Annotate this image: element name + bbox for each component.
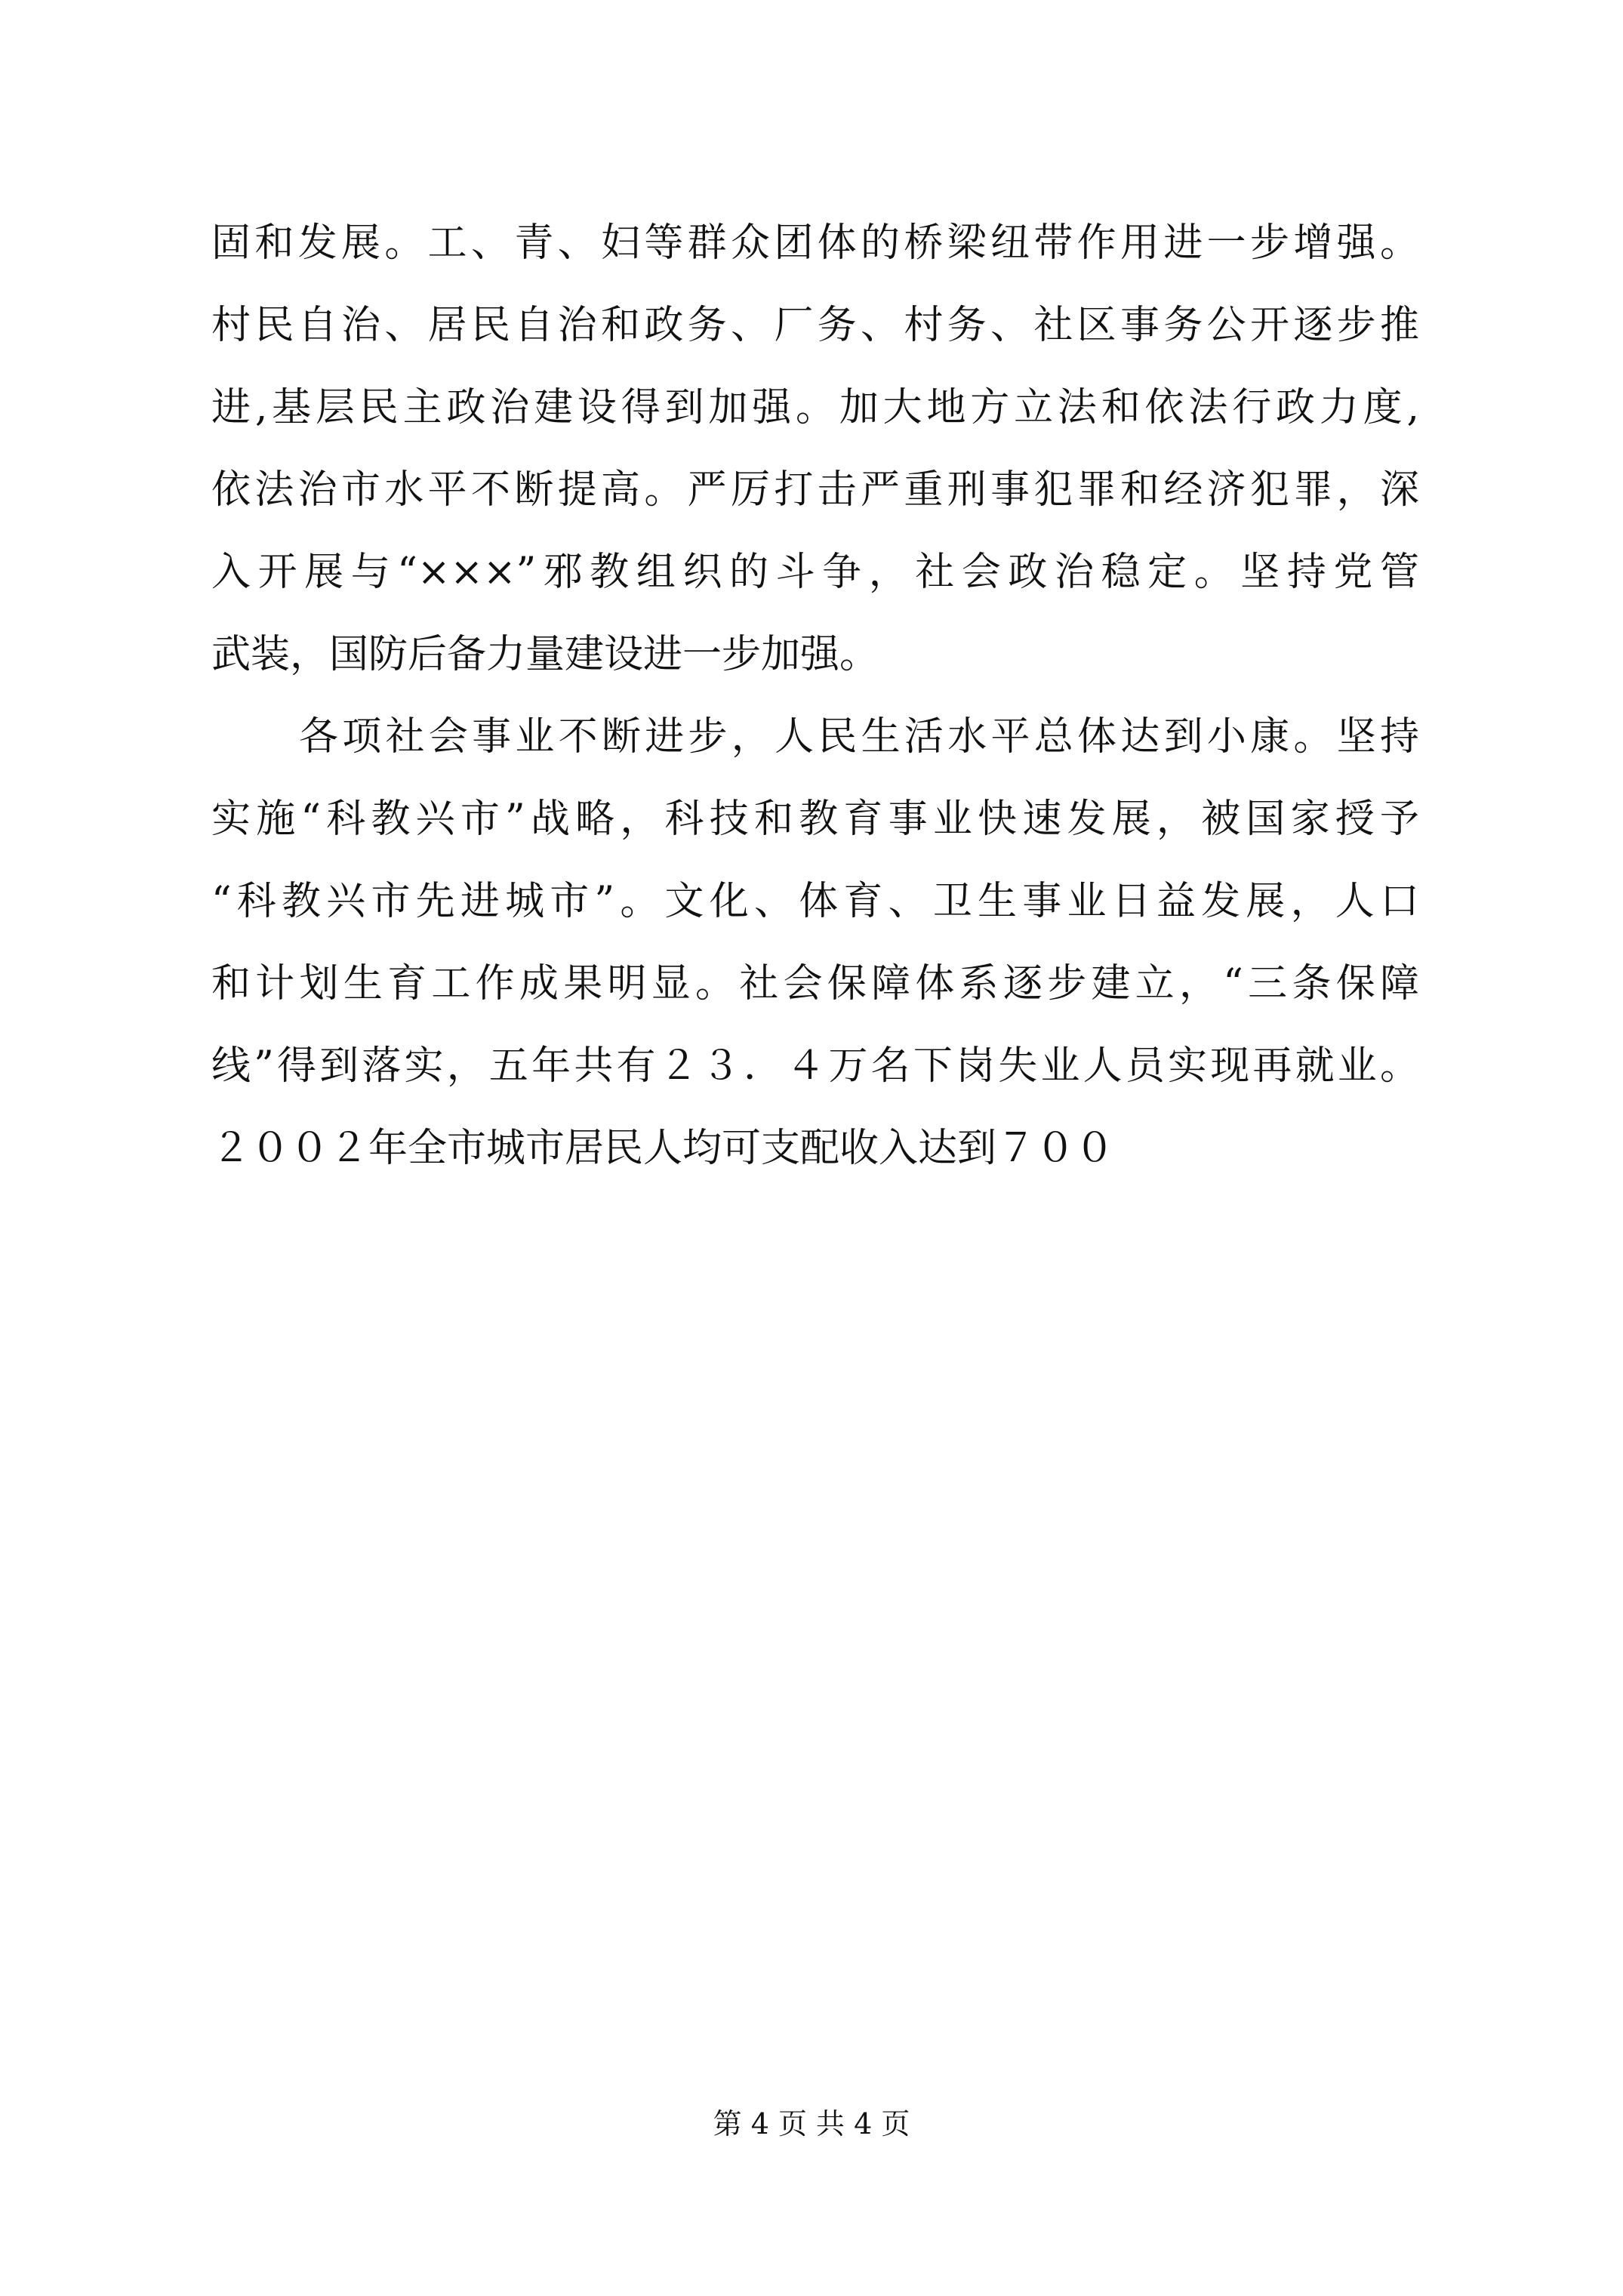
paragraph-2-line-6: ２００２年全市城市居民人均可支配收入达到７００ (211, 1126, 1115, 1171)
paragraph-2-line-5: 线”得到落实，五年共有２３．４万名下岗失业人员实现再就业。 (211, 1043, 1419, 1089)
paragraph-1-line-4: 依法治市水平不断提高。严厉打击严重刑事犯罪和经济犯罪，深 (211, 467, 1419, 513)
paragraph-2-line-3: “科教兴市先进城市”。文化、体育、卫生事业日益发展，人口 (211, 879, 1419, 924)
page-number-label: 第 4 页 共 4 页 (713, 2107, 910, 2140)
paragraph-2-line-1: 各项社会事业不断进步，人民生活水平总体达到小康。坚持 (299, 714, 1419, 760)
paragraph-1-line-3: 进,基层民主政治建设得到加强。加大地方立法和依法行政力度, (211, 385, 1419, 430)
paragraph-1-line-6: 武装，国防后备力量建设进一步加强。 (211, 632, 879, 677)
paragraph-1-line-5: 入开展与“×××”邪教组织的斗争，社会政治稳定。坚持党管 (211, 550, 1419, 595)
document-body (211, 202, 1419, 1190)
paragraph-1-line-2: 村民自治、居民自治和政务、厂务、村务、社区事务公开逐步推 (211, 303, 1419, 348)
paragraph-1-line-1: 固和发展。工、青、妇等群众团体的桥梁纽带作用进一步增强。 (211, 220, 1419, 266)
paragraph-2-line-4: 和计划生育工作成果明显。社会保障体系逐步建立，“三条保障 (211, 961, 1419, 1006)
page-footer (0, 2105, 1623, 2143)
paragraph-2-line-2: 实施“科教兴市”战略，科技和教育事业快速发展，被国家授予 (211, 797, 1419, 842)
